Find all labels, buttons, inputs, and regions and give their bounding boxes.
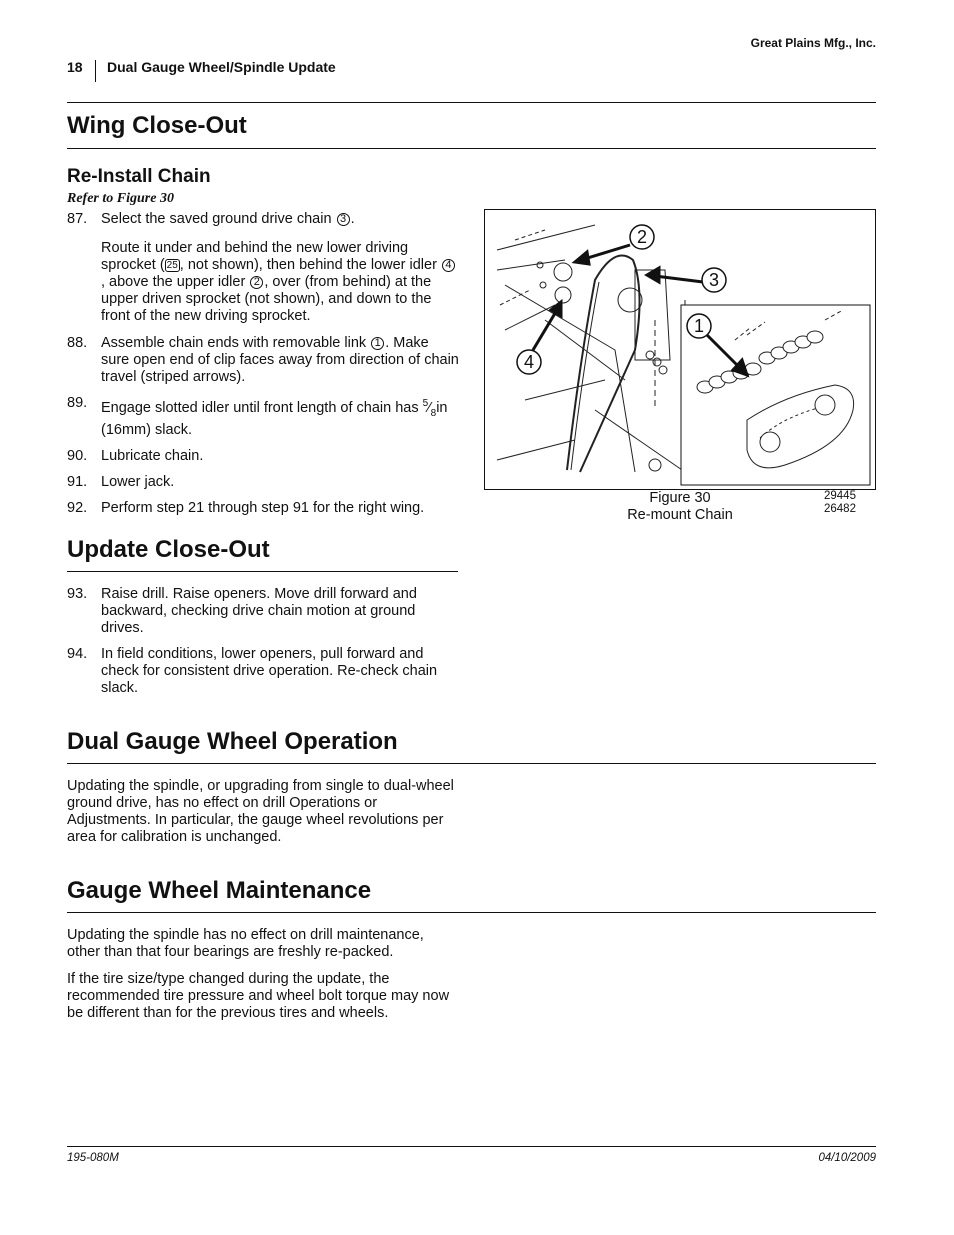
step-94 [67, 646, 459, 697]
guard-hole [815, 395, 835, 415]
callout-ref: 4 [442, 259, 455, 272]
figure-id: 26482 [824, 503, 856, 515]
section-title-maintenance: Gauge Wheel Maintenance [67, 877, 372, 904]
nut [653, 358, 661, 366]
callout-label-1: 1 [693, 316, 705, 336]
step-text: in (16mm) slack. [101, 399, 448, 438]
callout-label-4: 4 [523, 352, 535, 372]
step-number: 87. [67, 211, 88, 227]
update-steps [67, 586, 459, 706]
arrow-4 [533, 310, 557, 350]
arrowhead-4 [551, 302, 561, 316]
step-text: . Make sure open end of clip faces away from direction of chain travel (striped arrows). [101, 335, 459, 385]
running-title: Dual Gauge Wheel/Spindle Update [107, 59, 336, 75]
arrow-3 [655, 276, 703, 282]
footer-rule [67, 1146, 876, 1147]
document-number: 195-080M [67, 1152, 119, 1164]
step-number: 89. [67, 395, 88, 411]
detail-text: , not shown), then behind the lower idler [179, 257, 437, 273]
figure-title: Re-mount Chain [627, 507, 733, 523]
step-93 [67, 586, 459, 637]
section-rule [67, 763, 876, 764]
step-number: 91. [67, 473, 88, 490]
idler-bracket [635, 270, 670, 360]
drive-chain-inner [571, 282, 599, 470]
fraction: $^5⁄_8$ [422, 398, 437, 419]
wing-steps [67, 211, 459, 526]
guard-hole [760, 432, 780, 452]
nut [659, 366, 667, 374]
document-date: 04/10/2009 [818, 1152, 876, 1164]
subsection-title: Re-Install Chain [67, 166, 211, 187]
figure-number: Figure 30 [649, 490, 711, 506]
step-number: 92. [67, 499, 88, 516]
callout-label-3: 3 [708, 270, 720, 290]
section-title-wing: Wing Close-Out [67, 112, 247, 139]
step-number: 94. [67, 646, 88, 662]
bolt-head [537, 262, 543, 268]
step-87 [67, 211, 459, 325]
upper-idler-sprocket [554, 263, 572, 281]
arrowhead-2 [575, 252, 589, 264]
figure-30-illustration [484, 209, 876, 490]
step-number: 93. [67, 586, 88, 602]
step-89 [67, 395, 459, 439]
paragraph: If the tire size/type changed during the update, the recommended tire pressure and wheel bolt torque may now be different than for the previous tires and wheels. [67, 971, 450, 1021]
step-number: 88. [67, 335, 88, 351]
step-87-detail [101, 240, 459, 325]
figure-caption [600, 490, 760, 524]
maintenance-text [67, 927, 459, 1032]
step-88 [67, 335, 459, 386]
section-rule [67, 912, 876, 913]
step-text: Raise drill. Raise openers. Move drill forward and backward, checking drive chain motion at ground drives. [101, 586, 417, 636]
step-text: Assemble chain ends with removable link [101, 335, 367, 351]
step-text: In field conditions, lower openers, pull forward and check for consistent drive operation. Re-check chain slack. [101, 646, 438, 696]
chain-diagram [485, 210, 875, 489]
fraction-numerator: 5 [422, 398, 429, 409]
section-title-update: Update Close-Out [67, 536, 270, 563]
callout-label-2: 2 [636, 227, 648, 247]
operation-text [67, 778, 459, 856]
bolt-head [540, 282, 546, 288]
detail-text: , above the upper idler [101, 274, 246, 290]
step-text: Perform step 21 through step 91 for the right wing. [101, 499, 425, 516]
step-92 [67, 500, 459, 517]
figure-id: 29445 [824, 490, 856, 502]
callout-ref: 1 [371, 337, 384, 350]
frame-line [505, 285, 685, 472]
fraction-denominator: 8 [430, 407, 437, 419]
header-rule [67, 102, 876, 103]
detail-text: , over (from behind) at the upper driven sprocket (not shown), and down to the front of the new driving sprocket. [101, 274, 432, 324]
callout-ref: 2 [250, 276, 263, 289]
step-91 [67, 474, 459, 491]
step-text: Lower jack. [101, 473, 175, 490]
figure-ids [824, 490, 856, 516]
step-text: Engage slotted idler until front length of chain has [101, 399, 419, 416]
step-text-end: . [350, 211, 355, 227]
mount-bolt [649, 459, 661, 471]
step-90 [67, 448, 459, 465]
page-number: 18 [67, 59, 83, 75]
company-name: Great Plains Mfg., Inc. [750, 36, 876, 50]
paragraph: Updating the spindle has no effect on drill maintenance, other than that four bearings are freshly re-packed. [67, 927, 424, 960]
step-text: Lubricate chain. [101, 447, 204, 464]
paragraph: Updating the spindle, or upgrading from single to dual-wheel ground drive, has no effect on drill Operations or Adjustments. In particular, the gauge wheel revolutions per area for calibration is unchanged. [67, 778, 454, 845]
figure-reference: Refer to Figure 30 [67, 191, 174, 206]
section-rule [67, 571, 458, 572]
step-number: 90. [67, 447, 88, 464]
callout-ref: 3 [337, 213, 350, 226]
part-ref: 25 [166, 260, 178, 271]
step-text: Select the saved ground drive chain [101, 211, 332, 227]
lower-idler-sprocket [555, 287, 571, 303]
header-divider [95, 60, 96, 82]
section-rule [67, 148, 876, 149]
detail-text: Route it under and behind the new lower driving sprocket ( [101, 240, 409, 273]
section-title-operation: Dual Gauge Wheel Operation [67, 728, 398, 755]
nut [646, 351, 654, 359]
